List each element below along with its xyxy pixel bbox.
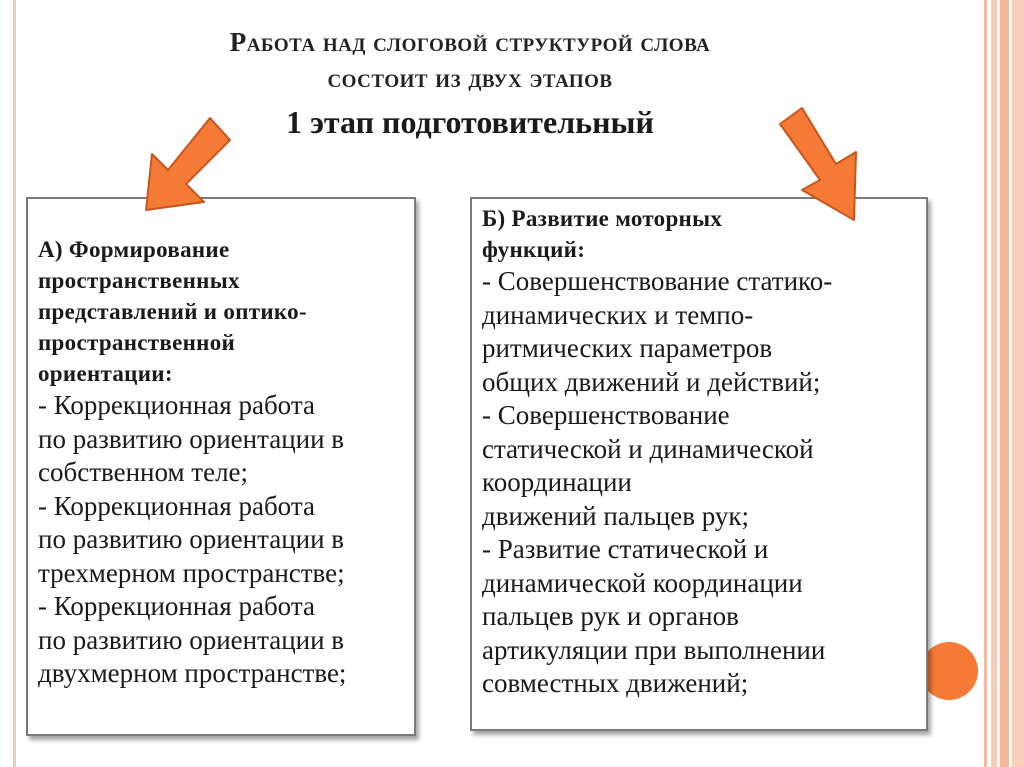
box-a-content [38,234,410,691]
box-b-item: - Развитие статической и динамической координации пальцев рук и органов артикуляции при выполнении совместных движений; [482,534,826,698]
left-decorative-line [13,0,16,767]
decorative-stripe [1000,0,1009,767]
box-b-item: - Совершенствование статической и динамической координации движений пальцев рук; [482,400,814,531]
decorative-stripe [991,0,997,767]
decorative-stripe [984,0,987,767]
slide-title: Работа над слоговой структурой слова состоит из двух этапов [229,27,711,93]
arrow-down-right-icon [772,104,872,226]
arrow-down-left-icon [128,112,238,222]
slide-subtitle: 1 этап подготовительный [286,104,654,140]
box-a-heading: А) Формирование пространственных представлений и оптико- пространственной ориентации: [38,237,307,386]
decorative-circle [920,642,978,700]
box-b-item: - Совершенствование статико- динамических и темпо- ритмических параметров общих движений и действий; [482,266,833,397]
decorative-stripe [1012,0,1024,767]
box-a-item: - Коррекционная работа по развитию ориентации в собственном теле; [38,390,345,487]
box-spatial-orientation [26,197,416,736]
box-b-content [482,203,922,701]
box-motor-functions [470,197,928,731]
box-b-heading: Б) Развитие моторных функций: [482,206,723,262]
box-a-item: - Коррекционная работа по развитию ориентации в трехмерном пространстве; [38,490,345,588]
box-a-item: - Коррекционная работа по развитию ориентации в двухмерном пространстве; [38,591,347,688]
